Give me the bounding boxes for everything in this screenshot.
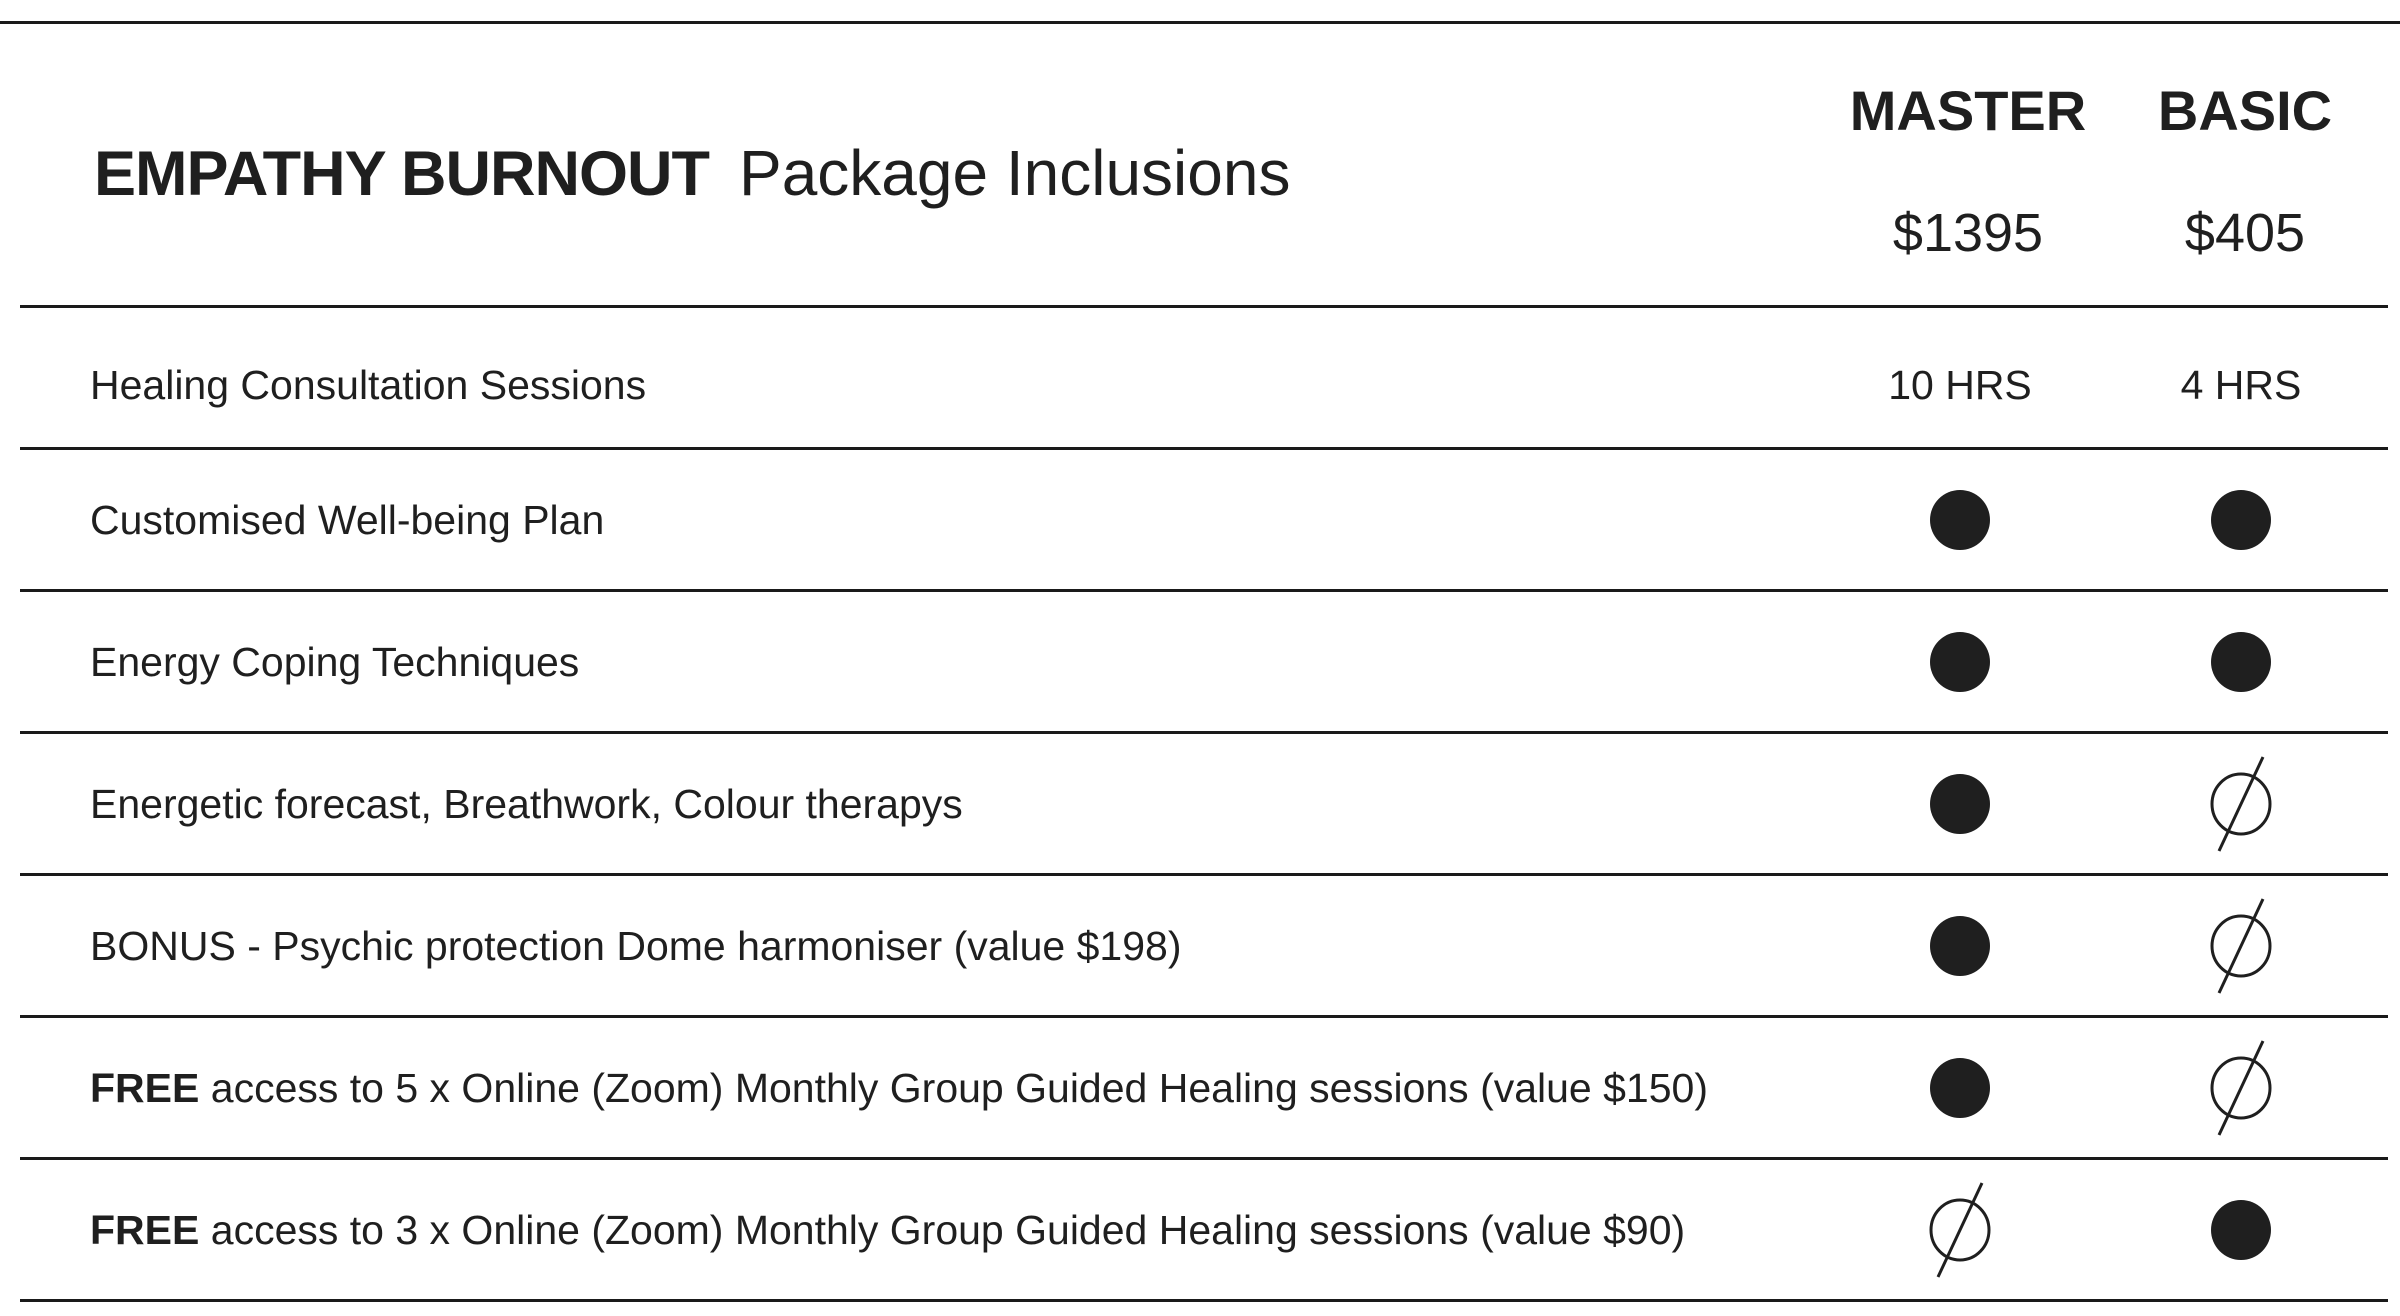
- master-not-included-icon: [1810, 1160, 2110, 1300]
- master-hours: 10 HRS: [1888, 361, 2032, 408]
- master-included-icon: [1810, 734, 2110, 874]
- top-divider: [0, 21, 2400, 24]
- basic-package-name: BASIC: [2157, 79, 2333, 142]
- header-divider: [20, 305, 2388, 308]
- table-row: [0, 876, 2400, 1016]
- basic-not-included-icon: [2091, 876, 2391, 1016]
- row-label: Healing Consultation Sessions: [90, 362, 647, 408]
- table-row: [0, 592, 2400, 732]
- empty-set-icon: [1920, 1175, 2000, 1285]
- basic-hours: 4 HRS: [2180, 361, 2302, 408]
- row-label: BONUS - Psychic protection Dome harmoniser (value $198): [90, 923, 1182, 969]
- filled-circle-icon: [2211, 490, 2271, 550]
- table-row: [0, 1018, 2400, 1158]
- page-title: [94, 128, 1290, 218]
- empty-set-icon: [2201, 1033, 2281, 1143]
- table-row: [0, 450, 2400, 590]
- empty-set-icon: [2201, 891, 2281, 1001]
- filled-circle-icon: [2211, 632, 2271, 692]
- filled-circle-icon: [1930, 916, 1990, 976]
- master-package-name: MASTER: [1849, 79, 2087, 142]
- row-label: Customised Well-being Plan: [90, 497, 605, 543]
- table-row: [0, 315, 2400, 455]
- filled-circle-icon: [1930, 1058, 1990, 1118]
- row-label: Energetic forecast, Breathwork, Colour therapys: [90, 781, 963, 827]
- bottom-divider: [20, 1299, 2388, 1302]
- basic-not-included-icon: [2091, 1018, 2391, 1158]
- filled-circle-icon: [1930, 490, 1990, 550]
- row-label: FREE access to 3 x Online (Zoom) Monthly Group Guided Healing sessions (value $90): [90, 1207, 1686, 1253]
- basic-included-icon: [2091, 592, 2391, 732]
- table-row: [0, 1160, 2400, 1300]
- master-included-icon: [1810, 1018, 2110, 1158]
- free-label: FREE: [90, 1207, 200, 1253]
- title-bold: EMPATHY BURNOUT: [94, 139, 709, 209]
- basic-included-icon: [2091, 450, 2391, 590]
- row-label: Energy Coping Techniques: [90, 639, 580, 685]
- master-included-icon: [1810, 876, 2110, 1016]
- filled-circle-icon: [1930, 774, 1990, 834]
- row-label: FREE access to 5 x Online (Zoom) Monthly Group Guided Healing sessions (value $150): [90, 1065, 1708, 1111]
- title-light: Package Inclusions: [739, 137, 1291, 209]
- master-included-icon: [1810, 592, 2110, 732]
- basic-package-price: $405: [2184, 203, 2306, 263]
- table-row: [0, 734, 2400, 874]
- filled-circle-icon: [1930, 632, 1990, 692]
- basic-not-included-icon: [2091, 734, 2391, 874]
- filled-circle-icon: [2211, 1200, 2271, 1260]
- master-included-icon: [1810, 450, 2110, 590]
- basic-included-icon: [2091, 1160, 2391, 1300]
- empty-set-icon: [2201, 749, 2281, 859]
- master-package-price: $1395: [1892, 203, 2044, 263]
- free-label: FREE: [90, 1065, 200, 1111]
